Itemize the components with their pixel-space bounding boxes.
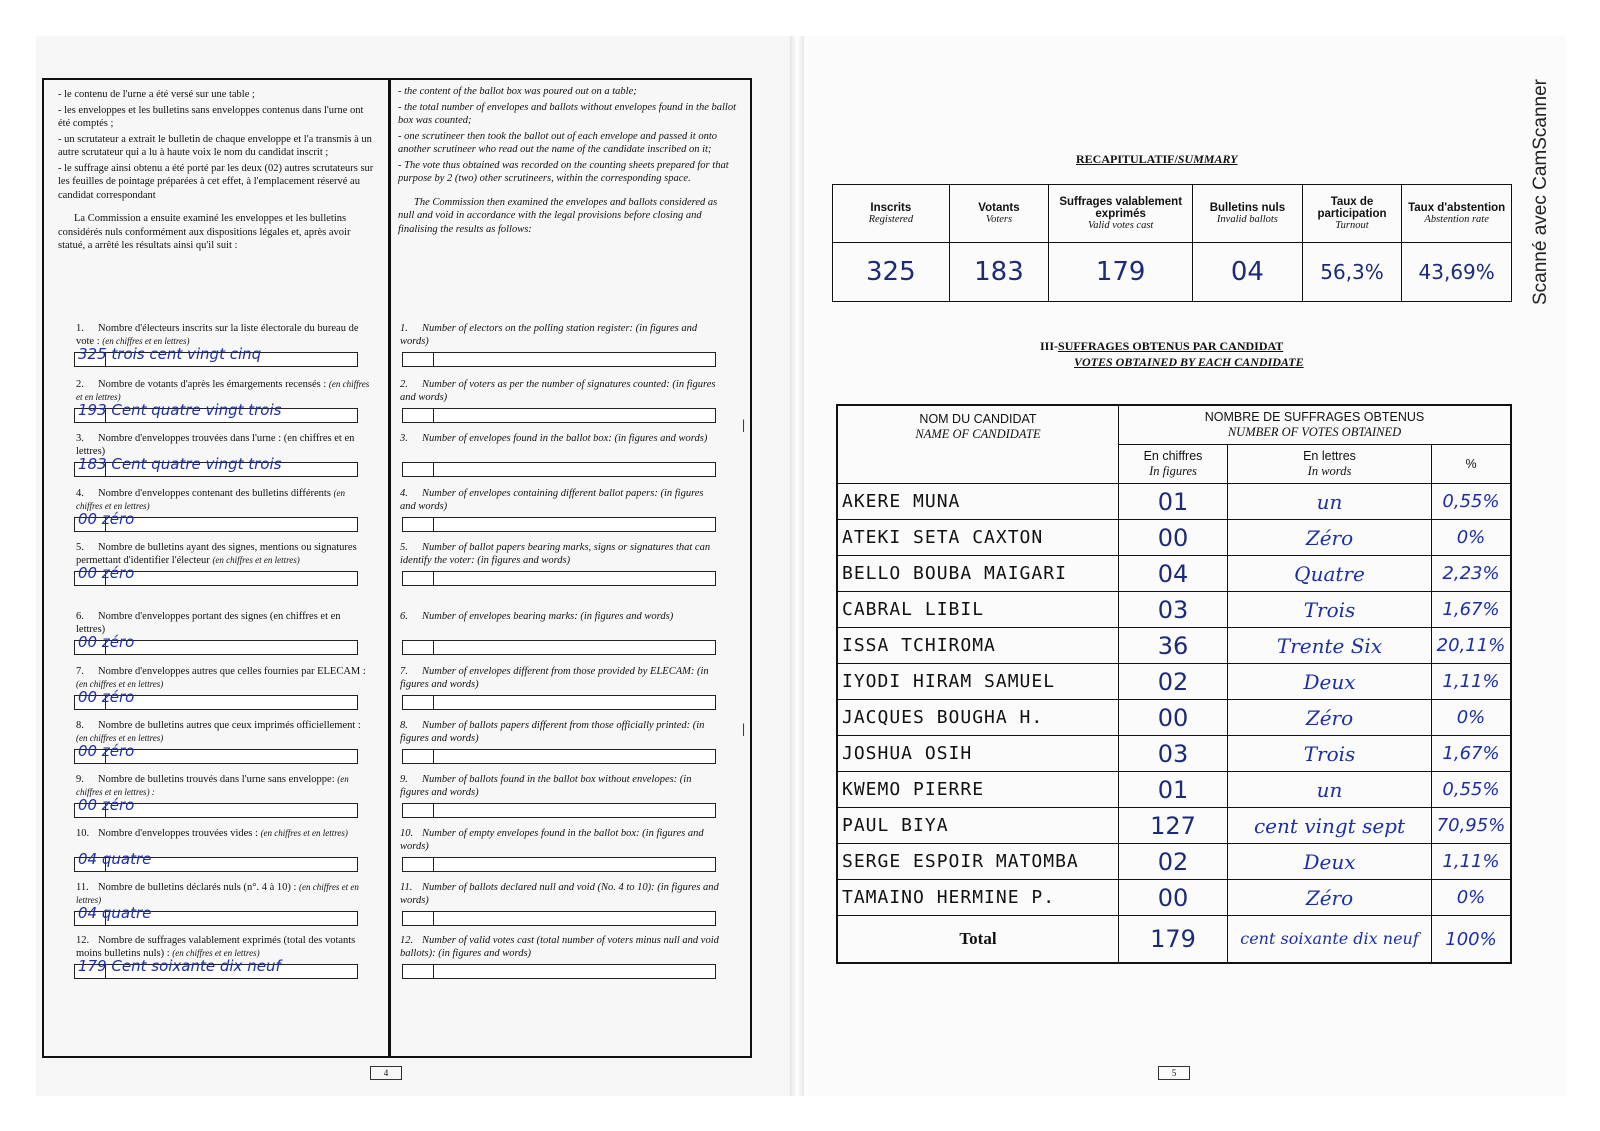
answer-figure-cell [403, 518, 434, 531]
item-text: Nombre de bulletins déclarés nuls (n°. 4 à 10) : [98, 882, 297, 893]
item-text: Number of electors on the polling station register: (in figures and words) [400, 323, 698, 347]
answer-box-en[interactable] [402, 695, 716, 710]
candidate-row [837, 736, 1511, 772]
handwritten-answer: 00 zéro [78, 742, 135, 760]
candidate-row [837, 808, 1511, 844]
item-number: 2. [76, 379, 84, 390]
candidate-row [837, 592, 1511, 628]
form-item-en [400, 881, 720, 907]
candidate-row [837, 844, 1511, 880]
candidate-name: TAMAINO HERMINE P. [837, 880, 1119, 916]
handwritten-answer: 04 quatre [78, 904, 152, 922]
form-item-en [400, 378, 720, 404]
form-item-fr [76, 827, 372, 840]
candidate-votes-words: un [1228, 772, 1432, 808]
answer-figure-cell [403, 912, 434, 925]
item-hint: (en chiffres et en lettres) [102, 336, 190, 346]
candidate-row [837, 880, 1511, 916]
candidate-percent: 1,11% [1432, 844, 1512, 880]
en-bullet: - one scrutineer then took the ballot out of each envelope and passed it onto another scrutineer who read out the name of the candidate inscribed on it; [398, 130, 718, 155]
item-text: Nombre d'enveloppes portant des signes (en chiffres et en lettres) [76, 611, 341, 635]
section-title: III-SUFFRAGES OBTENUS PAR CANDIDAT VOTES OBTAINED BY EACH CANDIDATE [1040, 339, 1304, 369]
candidate-votes-words: Zéro [1228, 700, 1432, 736]
answer-figure-cell [403, 353, 434, 366]
item-text: Number of ballot papers bearing marks, signs or signatures that can identify the voter: (in figures and words) [400, 542, 711, 566]
item-number: 6. [400, 611, 408, 622]
item-number: 3. [400, 433, 408, 444]
item-hint: (en chiffres et en lettres) [76, 379, 370, 402]
item-number: 9. [76, 774, 84, 785]
item-text: Nombre de bulletins ayant des signes, mentions ou signatures permettant d'identifier l'électeur [76, 542, 357, 566]
answer-figure-cell [403, 858, 434, 871]
item-hint: (en chiffres et en lettres) [76, 733, 164, 743]
summary-title-en: SUMMARY [1177, 152, 1238, 166]
candidate-votes-figures: 00 [1119, 520, 1228, 556]
candidate-votes-figures: 127 [1119, 808, 1228, 844]
answer-figure-cell [403, 463, 434, 476]
answer-box-en[interactable] [402, 517, 716, 532]
item-text: Number of ballots declared null and void (No. 4 to 10): (in figures and words) [400, 882, 719, 906]
candidate-name: IYODI HIRAM SAMUEL [837, 664, 1119, 700]
item-number: 11. [76, 882, 89, 893]
candidate-votes-words: un [1228, 484, 1432, 520]
votes-column-header: NOMBRE DE SUFFRAGES OBTENUS NUMBER OF VOTES OBTAINED [1119, 405, 1512, 445]
candidate-percent: 0,55% [1432, 484, 1512, 520]
handwritten-answer: 00 zéro [78, 796, 135, 814]
candidate-percent: 1,67% [1432, 736, 1512, 772]
item-text: Nombre d'enveloppes trouvées dans l'urne : (en chiffres et en lettres) [76, 433, 355, 457]
item-number: 1. [400, 323, 408, 334]
item-text: Nombre de bulletins autres que ceux imprimés officiellement : [98, 720, 361, 731]
item-number: 7. [76, 666, 84, 677]
voters-value: 183 [949, 243, 1049, 302]
summary-header-cell: Taux de participation Turnout [1302, 185, 1402, 243]
figures-column-header: En chiffres In figures [1119, 445, 1228, 484]
item-hint: (en chiffres et en lettres) [260, 828, 348, 838]
handwritten-answer: 00 zéro [78, 510, 135, 528]
french-intro-column [58, 88, 378, 261]
candidate-percent: 0% [1432, 880, 1512, 916]
candidate-votes-words: Trente Six [1228, 628, 1432, 664]
candidate-votes-figures: 00 [1119, 700, 1228, 736]
item-text: Number of ballots found in the ballot box without envelopes: (in figures and words) [400, 774, 692, 798]
candidate-votes-figures: 36 [1119, 628, 1228, 664]
candidate-name: CABRAL LIBIL [837, 592, 1119, 628]
item-hint: (en chiffres et en lettres) : [76, 774, 349, 797]
form-item-en [400, 773, 720, 799]
answer-box-en[interactable] [402, 857, 716, 872]
summary-header-cell: Votants Voters [949, 185, 1049, 243]
handwritten-answer: 193 Cent quatre vingt trois [78, 401, 282, 419]
candidate-percent: 1,11% [1432, 664, 1512, 700]
item-text: Nombre d'électeurs inscrits sur la liste électorale du bureau de vote : [76, 323, 359, 347]
item-text: Number of envelopes bearing marks: (in figures and words) [422, 611, 674, 622]
form-item-en [400, 610, 720, 623]
words-column-header: En lettres In words [1228, 445, 1432, 484]
item-hint: (en chiffres et en lettres) [212, 555, 300, 565]
summary-header-cell: Suffrages valablement exprimés Valid votes cast [1049, 185, 1193, 243]
summary-header-row [833, 185, 1512, 243]
binding-mark: | [742, 722, 746, 737]
camscanner-watermark: Scanné avec CamScanner [1530, 78, 1551, 305]
fr-bullet: - un scrutateur a extrait le bulletin de chaque enveloppe et l'a transmis à un autre scrutateur qui a lu à haute voix le nom du candidat inscrit ; [58, 133, 372, 158]
candidate-name: AKERE MUNA [837, 484, 1119, 520]
candidate-percent: 20,11% [1432, 628, 1512, 664]
candidate-name: ATEKI SETA CAXTON [837, 520, 1119, 556]
candidate-votes-figures: 01 [1119, 772, 1228, 808]
book-gutter [790, 36, 804, 1096]
total-words: cent soixante dix neuf [1228, 916, 1432, 964]
item-number: 8. [400, 720, 408, 731]
item-number: 4. [400, 488, 408, 499]
english-intro-column [398, 85, 736, 244]
candidate-votes-words: Zéro [1228, 520, 1432, 556]
item-text: Nombre d'enveloppes contenant des bulletins différents [98, 488, 331, 499]
answer-figure-cell [403, 965, 434, 978]
total-label: Total [837, 916, 1119, 964]
form-item-en [400, 827, 720, 853]
summary-header-cell: Bulletins nuls Invalid ballots [1193, 185, 1303, 243]
summary-header-cell: Taux d'abstention Abstention rate [1402, 185, 1512, 243]
candidate-votes-words: cent vingt sept [1228, 808, 1432, 844]
candidate-votes-words: Zéro [1228, 880, 1432, 916]
item-text: Number of envelopes containing different ballot papers: (in figures and words) [400, 488, 704, 512]
candidates-header-row [837, 405, 1511, 445]
answer-box-en[interactable] [402, 408, 716, 423]
page-number-right: 5 [1158, 1066, 1190, 1080]
item-number: 6. [76, 611, 84, 622]
item-text: Nombre d'enveloppes autres que celles fournies par ELECAM : [98, 666, 366, 677]
form-item-en [400, 322, 720, 348]
form-item-en [400, 487, 720, 513]
answer-box-en[interactable] [402, 964, 716, 979]
item-number: 10. [76, 828, 90, 839]
candidate-votes-figures: 02 [1119, 664, 1228, 700]
candidate-percent: 70,95% [1432, 808, 1512, 844]
answer-figure-cell [403, 804, 434, 817]
handwritten-answer: 00 zéro [78, 564, 135, 582]
form-item-en [400, 541, 720, 567]
candidate-votes-figures: 02 [1119, 844, 1228, 880]
form-item-en [400, 934, 720, 960]
summary-title-fr: RECAPITULATIF/ [1076, 152, 1178, 166]
answer-box-en[interactable] [402, 911, 716, 926]
answer-figure-cell [403, 696, 434, 709]
candidate-row [837, 772, 1511, 808]
summary-values-row [833, 243, 1512, 302]
page-number-left: 4 [370, 1066, 402, 1080]
total-percent: 100% [1432, 916, 1512, 964]
item-number: 2. [400, 379, 408, 390]
answer-figure-cell [403, 641, 434, 654]
fr-bullet: - le suffrage ainsi obtenu a été porté par les deux (02) autres scrutateurs sur les feuilles de pointage préparées à cet effet, à l'emplacement réservé au candidat correspondant [58, 162, 374, 201]
form-item-en [400, 719, 720, 745]
item-number: 7. [400, 666, 408, 677]
item-number: 5. [400, 542, 408, 553]
en-bullet: - the content of the ballot box was poured out on a table; [398, 86, 637, 97]
item-text: Number of valid votes cast (total number of voters minus null and void ballots): (in figures and words) [400, 935, 719, 959]
candidate-name: SERGE ESPOIR MATOMBA [837, 844, 1119, 880]
candidate-row [837, 664, 1511, 700]
candidate-percent: 0% [1432, 520, 1512, 556]
item-text: Number of ballots papers different from those officially printed: (in figures and words) [400, 720, 705, 744]
item-text: Nombre de suffrages valablement exprimés (total des votants moins bulletins nuls) : [76, 935, 356, 959]
percent-column-header: % [1432, 445, 1512, 484]
candidate-row [837, 700, 1511, 736]
abstention-value: 43,69% [1402, 243, 1512, 302]
answer-figure-cell [403, 750, 434, 763]
candidate-percent: 1,67% [1432, 592, 1512, 628]
candidate-percent: 0% [1432, 700, 1512, 736]
handwritten-answer: 00 zéro [78, 688, 135, 706]
candidate-row [837, 628, 1511, 664]
item-hint: (en chiffres et en lettres) [76, 679, 164, 689]
handwritten-answer: 183 Cent quatre vingt trois [78, 455, 282, 473]
item-number: 4. [76, 488, 84, 499]
binding-mark: | [742, 418, 746, 433]
answer-figure-cell [403, 572, 434, 585]
item-number: 12. [76, 935, 90, 946]
handwritten-answer: 04 quatre [78, 850, 152, 868]
candidates-body [837, 484, 1511, 916]
candidate-votes-words: Trois [1228, 736, 1432, 772]
answer-figure-cell [403, 409, 434, 422]
answer-box-en[interactable] [402, 352, 716, 367]
item-text: Number of envelopes found in the ballot box: (in figures and words) [422, 433, 708, 444]
item-text: Nombre de votants d'après les émargements recensés : [98, 379, 327, 390]
item-hint: (en chiffres et en lettres) [76, 488, 346, 511]
candidate-votes-words: Deux [1228, 844, 1432, 880]
answer-box-en[interactable] [402, 803, 716, 818]
candidate-percent: 0,55% [1432, 772, 1512, 808]
en-paragraph: The Commission then examined the envelopes and ballots considered as null and void in accordance with the legal provisions before closing and finalising the results as follows: [398, 196, 718, 235]
candidate-row [837, 484, 1511, 520]
summary-header-cell: Inscrits Registered [833, 185, 950, 243]
item-number: 12. [400, 935, 414, 946]
handwritten-answer: 00 zéro [78, 633, 135, 651]
candidates-table [836, 404, 1512, 964]
item-number: 10. [400, 828, 414, 839]
summary-title [1076, 152, 1238, 167]
item-number: 1. [76, 323, 84, 334]
candidate-percent: 2,23% [1432, 556, 1512, 592]
item-number: 3. [76, 433, 84, 444]
column-divider [388, 80, 391, 1056]
candidate-name: BELLO BOUBA MAIGARI [837, 556, 1119, 592]
candidate-votes-figures: 00 [1119, 880, 1228, 916]
registered-value: 325 [833, 243, 950, 302]
candidate-name: PAUL BIYA [837, 808, 1119, 844]
form-item-en [400, 665, 720, 691]
en-bullet: - The vote thus obtained was recorded on the counting sheets prepared for that purpose by 2 (two) other scrutineers, within the corresponding space. [398, 159, 729, 184]
candidate-name: ISSA TCHIROMA [837, 628, 1119, 664]
item-text: Nombre de bulletins trouvés dans l'urne sans enveloppe: [98, 774, 335, 785]
answer-box-en[interactable] [402, 749, 716, 764]
candidate-row [837, 520, 1511, 556]
candidate-votes-words: Deux [1228, 664, 1432, 700]
form-item-en [400, 432, 720, 445]
fr-bullet: - les enveloppes et les bulletins sans enveloppes contenus dans l'urne ont été comptés ; [58, 104, 364, 129]
total-row [837, 916, 1511, 964]
item-number: 5. [76, 542, 84, 553]
candidate-votes-figures: 03 [1119, 592, 1228, 628]
turnout-value: 56,3% [1302, 243, 1402, 302]
item-text: Number of envelopes different from those provided by ELECAM: (in figures and words) [400, 666, 709, 690]
candidate-votes-words: Trois [1228, 592, 1432, 628]
candidate-row [837, 556, 1511, 592]
valid-votes-value: 179 [1049, 243, 1193, 302]
fr-paragraph: La Commission a ensuite examiné les enveloppes et les bulletins considérés nuls conformément aux dispositions légales et, après avoir statué, a arrêté les résultats ainsi qu'il suit : [58, 213, 351, 251]
item-hint: (en chiffres et en lettres) [172, 948, 260, 958]
candidate-name: KWEMO PIERRE [837, 772, 1119, 808]
answer-box-en[interactable] [402, 571, 716, 586]
item-text: Number of empty envelopes found in the ballot box: (in figures and words) [400, 828, 704, 852]
candidate-votes-words: Quatre [1228, 556, 1432, 592]
candidate-votes-figures: 04 [1119, 556, 1228, 592]
summary-table [832, 184, 1512, 302]
candidate-name: JOSHUA OSIH [837, 736, 1119, 772]
item-text: Nombre d'enveloppes trouvées vides : [98, 828, 258, 839]
name-column-header: NOM DU CANDIDAT NAME OF CANDIDATE [837, 405, 1119, 484]
candidate-votes-figures: 01 [1119, 484, 1228, 520]
item-text: Number of voters as per the number of signatures counted: (in figures and words) [400, 379, 716, 403]
handwritten-answer: 179 Cent soixante dix neuf [78, 957, 281, 975]
answer-box-en[interactable] [402, 462, 716, 477]
item-number: 9. [400, 774, 408, 785]
item-number: 11. [400, 882, 413, 893]
item-number: 8. [76, 720, 84, 731]
item-hint: (en chiffres et en lettres) [76, 882, 359, 905]
en-bullet: - the total number of envelopes and ballots without envelopes found in the ballot box was counted; [398, 101, 736, 126]
total-figures: 179 [1119, 916, 1228, 964]
fr-bullet: - le contenu de l'urne a été versé sur une table ; [58, 89, 255, 100]
handwritten-answer: 325 trois cent vingt cinq [78, 345, 262, 363]
candidate-votes-figures: 03 [1119, 736, 1228, 772]
candidate-name: JACQUES BOUGHA H. [837, 700, 1119, 736]
answer-box-en[interactable] [402, 640, 716, 655]
invalid-ballots-value: 04 [1193, 243, 1303, 302]
